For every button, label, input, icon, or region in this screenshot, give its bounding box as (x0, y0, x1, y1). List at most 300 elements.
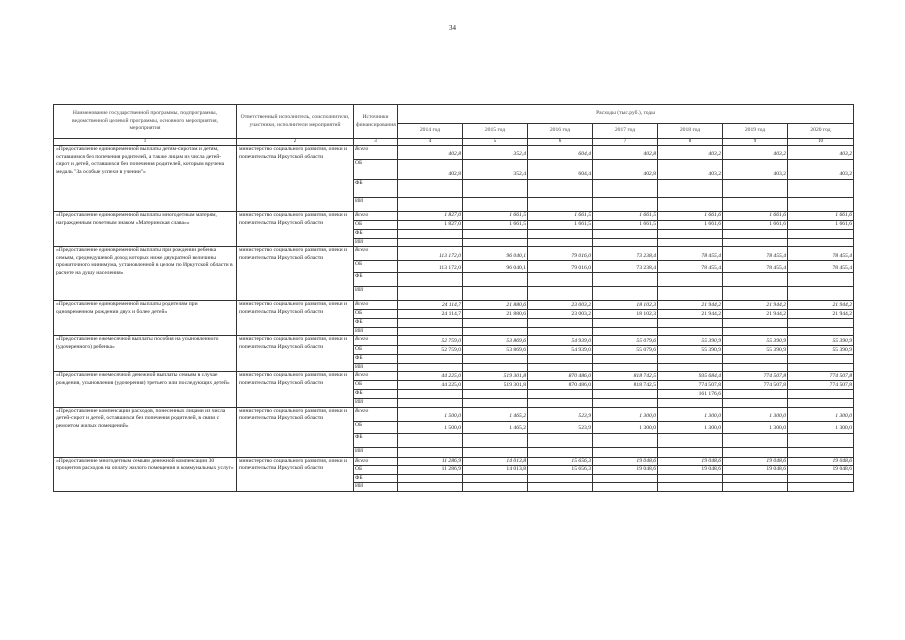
amount-cell (658, 273, 723, 287)
amount-cell: 1 661,6 (658, 212, 723, 221)
amount-cell: 78 455,4 (723, 261, 788, 273)
amount-cell: 1 500,0 (398, 407, 463, 421)
amount-cell: 19 048,6 (788, 457, 854, 466)
amount-cell (528, 319, 593, 328)
amount-cell (528, 180, 593, 198)
amount-cell (723, 180, 788, 198)
amount-cell (723, 319, 788, 328)
amount-cell (528, 390, 593, 399)
amount-cell: 1 300,0 (723, 421, 788, 433)
header-year: 2016 год (528, 124, 593, 139)
amount-cell (398, 390, 463, 399)
header-year: 2018 год (658, 124, 723, 139)
amount-cell: 1 300,0 (658, 407, 723, 421)
amount-cell: 11 286,9 (398, 466, 463, 475)
amount-cell: 402,8 (593, 160, 658, 180)
amount-cell: 113 172,0 (398, 247, 463, 261)
amount-cell: 73 238,4 (593, 247, 658, 261)
amount-cell (398, 287, 463, 301)
amount-cell: 519 301,8 (463, 381, 528, 390)
amount-cell (398, 198, 463, 212)
amount-cell: 604,4 (528, 146, 593, 160)
amount-cell: 403,2 (788, 160, 854, 180)
amount-cell (788, 238, 854, 247)
amount-cell: 1 500,0 (398, 421, 463, 433)
amount-cell: 73 238,4 (593, 261, 658, 273)
activity-executor: министерство социального развития, опеки и попечительства Иркутской области (237, 457, 354, 491)
amount-cell: 53 869,6 (463, 336, 528, 346)
amount-cell: 53 869,6 (463, 346, 528, 355)
amount-cell (593, 399, 658, 408)
amount-cell: 519 301,8 (463, 372, 528, 381)
activity-executor: министерство социального развития, опеки и попечительства Иркутской области (237, 407, 354, 457)
amount-cell: 523,9 (528, 421, 593, 433)
amount-cell (593, 198, 658, 212)
amount-cell (528, 230, 593, 239)
activity-name: «Предоставление многодетным семьям денежной компенсации 30 процентов расходов на оплату жилого помещения и коммунальных услуг» (54, 457, 237, 491)
amount-cell (723, 363, 788, 372)
amount-cell (398, 355, 463, 364)
amount-cell: 352,4 (463, 160, 528, 180)
table-row (54, 336, 854, 346)
amount-cell: 24 114,7 (398, 310, 463, 319)
funding-source: ОБ (354, 160, 398, 180)
amount-cell: 54 939,0 (528, 346, 593, 355)
amount-cell: 818 742,5 (593, 381, 658, 390)
amount-cell (593, 238, 658, 247)
amount-cell: 1 661,6 (723, 212, 788, 221)
amount-cell: 52 759,0 (398, 346, 463, 355)
amount-cell (463, 273, 528, 287)
amount-cell (398, 180, 463, 198)
amount-cell (658, 238, 723, 247)
amount-cell (723, 230, 788, 239)
amount-cell: 604,4 (528, 160, 593, 180)
header-year: 2015 год (463, 124, 528, 139)
funding-source: ОБ (354, 466, 398, 475)
activity-executor: министерство социального развития, опеки и попечительства Иркутской области (237, 212, 354, 247)
amount-cell (528, 355, 593, 364)
amount-cell: 1 661,6 (723, 221, 788, 230)
amount-cell: 14 013,8 (463, 457, 528, 466)
header-name: Наименование государственной программы, подпрограммы, ведомственной целевой программы, основного мероприятия, мероприятия (54, 105, 237, 139)
funding-source: ИИ (354, 447, 398, 457)
amount-cell (658, 399, 723, 408)
funding-source: Всего (354, 457, 398, 466)
amount-cell (723, 433, 788, 447)
funding-source: Всего (354, 212, 398, 221)
amount-cell (398, 483, 463, 492)
funding-source: ИИ (354, 483, 398, 492)
amount-cell (593, 273, 658, 287)
amount-cell: 54 939,0 (528, 336, 593, 346)
activity-name: «Предоставление единовременной выплаты многодетным матерям, награжденным почетным знаком «Материнская слава»» (54, 212, 237, 247)
amount-cell (658, 230, 723, 239)
amount-cell (463, 198, 528, 212)
funding-source: ФБ (354, 230, 398, 239)
amount-cell (788, 319, 854, 328)
amount-cell: 21 944,2 (723, 301, 788, 310)
amount-cell (528, 198, 593, 212)
amount-cell (593, 230, 658, 239)
amount-cell: 78 455,4 (658, 247, 723, 261)
amount-cell (723, 447, 788, 457)
column-index: 9 (723, 139, 788, 146)
activity-name: «Предоставление ежемесячной денежной выплаты семьям в случае рождения, усыновления (удочерения) третьего или последующих детей» (54, 372, 237, 408)
amount-cell: 23 003,2 (528, 310, 593, 319)
column-index: 1 (54, 139, 237, 146)
amount-cell: 18 102,3 (593, 301, 658, 310)
amount-cell (528, 447, 593, 457)
funding-source: ФБ (354, 319, 398, 328)
amount-cell: 1 300,0 (658, 421, 723, 433)
amount-cell: 403,2 (788, 146, 854, 160)
amount-cell: 1 661,6 (788, 212, 854, 221)
amount-cell (723, 399, 788, 408)
page-number: 34 (449, 24, 456, 32)
funding-source: ОБ (354, 346, 398, 355)
amount-cell (528, 238, 593, 247)
amount-cell (463, 447, 528, 457)
amount-cell (658, 319, 723, 328)
amount-cell: 774 507,8 (788, 372, 854, 381)
amount-cell: 403,2 (658, 160, 723, 180)
amount-cell: 774 507,8 (658, 381, 723, 390)
amount-cell: 79 016,0 (528, 261, 593, 273)
header-executor: Ответственный исполнитель, соисполнители, участники, исполнители мероприятий (237, 105, 354, 139)
amount-cell (788, 363, 854, 372)
funding-source: ИИ (354, 399, 398, 408)
header-year: 2017 год (593, 124, 658, 139)
amount-cell: 55 390,9 (788, 346, 854, 355)
amount-cell: 21 880,6 (463, 310, 528, 319)
activity-executor: министерство социального развития, опеки и попечительства Иркутской области (237, 301, 354, 336)
amount-cell (463, 327, 528, 336)
amount-cell (463, 474, 528, 483)
funding-source: ИИ (354, 238, 398, 247)
amount-cell (593, 483, 658, 492)
funding-source: ФБ (354, 390, 398, 399)
amount-cell (463, 180, 528, 198)
amount-cell (788, 273, 854, 287)
amount-cell (723, 198, 788, 212)
amount-cell (723, 273, 788, 287)
funding-source: ОБ (354, 421, 398, 433)
amount-cell (788, 327, 854, 336)
table-row (54, 301, 854, 310)
amount-cell: 113 172,0 (398, 261, 463, 273)
amount-cell: 774 507,8 (723, 372, 788, 381)
amount-cell (528, 474, 593, 483)
amount-cell: 403,2 (723, 160, 788, 180)
activity-executor: министерство социального развития, опеки и попечительства Иркутской области (237, 146, 354, 212)
table-row (54, 372, 854, 381)
amount-cell: 1 661,5 (463, 212, 528, 221)
amount-cell (723, 287, 788, 301)
amount-cell: 818 742,5 (593, 372, 658, 381)
amount-cell (723, 474, 788, 483)
amount-cell (398, 238, 463, 247)
amount-cell (593, 474, 658, 483)
amount-cell (463, 355, 528, 364)
amount-cell: 21 944,2 (788, 301, 854, 310)
funding-source: Всего (354, 372, 398, 381)
amount-cell: 78 455,4 (788, 261, 854, 273)
amount-cell: 1 661,6 (658, 221, 723, 230)
amount-cell (788, 230, 854, 239)
amount-cell: 18 102,3 (593, 310, 658, 319)
funding-source: ИИ (354, 287, 398, 301)
amount-cell: 55 390,9 (658, 336, 723, 346)
column-index: 3 (354, 139, 398, 146)
amount-cell (463, 483, 528, 492)
amount-cell: 1 661,5 (528, 221, 593, 230)
amount-cell (723, 483, 788, 492)
amount-cell: 402,8 (398, 160, 463, 180)
amount-cell (463, 287, 528, 301)
funding-source: ФБ (354, 474, 398, 483)
amount-cell: 21 944,2 (658, 310, 723, 319)
activity-name: «Предоставление единовременной выплаты при рождении ребенка семьям, среднедушевой доход которых ниже двукратной величины прожиточного минимума, установленной в целом по Иркутской области в расчете на душу населения» (54, 247, 237, 301)
amount-cell: 79 016,0 (528, 247, 593, 261)
amount-cell (593, 327, 658, 336)
amount-cell (788, 474, 854, 483)
column-index: 4 (398, 139, 463, 146)
funding-source: ОБ (354, 261, 398, 273)
funding-source: ИИ (354, 327, 398, 336)
amount-cell (658, 198, 723, 212)
activity-name: «Предоставление единовременной выплаты родителям при одновременном рождении двух и более детей» (54, 301, 237, 336)
column-index: 8 (658, 139, 723, 146)
amount-cell (723, 390, 788, 399)
amount-cell: 21 944,2 (788, 310, 854, 319)
table-row (54, 146, 854, 160)
amount-cell (658, 483, 723, 492)
amount-cell (398, 319, 463, 328)
header-year: 2019 год (723, 124, 788, 139)
amount-cell (463, 230, 528, 239)
amount-cell: 14 013,8 (463, 466, 528, 475)
amount-cell: 21 880,6 (463, 301, 528, 310)
amount-cell (658, 433, 723, 447)
amount-cell (658, 180, 723, 198)
amount-cell (528, 273, 593, 287)
table-row (54, 457, 854, 466)
amount-cell: 44 225,0 (398, 372, 463, 381)
amount-cell (528, 433, 593, 447)
amount-cell: 352,4 (463, 146, 528, 160)
amount-cell: 523,9 (528, 407, 593, 421)
amount-cell (593, 433, 658, 447)
amount-cell (398, 474, 463, 483)
header-expenses: Расходы (тыс.руб.), годы (398, 105, 854, 124)
amount-cell (593, 319, 658, 328)
amount-cell (593, 287, 658, 301)
amount-cell (528, 287, 593, 301)
amount-cell (723, 327, 788, 336)
amount-cell: 78 455,4 (658, 261, 723, 273)
amount-cell: 1 661,6 (788, 221, 854, 230)
amount-cell: 1 300,0 (788, 421, 854, 433)
column-index: 6 (528, 139, 593, 146)
amount-cell (788, 399, 854, 408)
amount-cell: 96 040,1 (463, 261, 528, 273)
amount-cell: 19 048,6 (723, 466, 788, 475)
header-source: Источники финансирования (354, 105, 398, 139)
amount-cell (528, 483, 593, 492)
table-body (54, 146, 854, 492)
amount-cell (463, 433, 528, 447)
column-index: 2 (237, 139, 354, 146)
amount-cell: 19 048,6 (788, 466, 854, 475)
amount-cell (463, 363, 528, 372)
amount-cell: 19 048,6 (723, 457, 788, 466)
column-index: 5 (463, 139, 528, 146)
amount-cell: 78 455,4 (788, 247, 854, 261)
amount-cell: 15 656,3 (528, 466, 593, 475)
amount-cell: 774 507,8 (788, 381, 854, 390)
amount-cell: 1 661,5 (593, 212, 658, 221)
column-index: 7 (593, 139, 658, 146)
amount-cell: 19 048,6 (658, 466, 723, 475)
amount-cell: 55 079,6 (593, 346, 658, 355)
amount-cell (723, 238, 788, 247)
funding-source: ОБ (354, 381, 398, 390)
amount-cell: 55 390,9 (788, 336, 854, 346)
amount-cell (398, 273, 463, 287)
amount-cell (528, 399, 593, 408)
amount-cell (658, 447, 723, 457)
amount-cell: 1 661,5 (463, 221, 528, 230)
activity-name: «Предоставление единовременной выплаты детям-сиротам и детям, оставшимся без попечения родителей, а также лицам из числа детей-сирот и детей, оставшихся без попечения родителей, которым вручена медаль "За особые успехи в учении"» (54, 146, 237, 212)
amount-cell: 19 048,6 (658, 457, 723, 466)
table-header (54, 105, 854, 146)
amount-cell (658, 363, 723, 372)
amount-cell: 55 390,9 (723, 336, 788, 346)
amount-cell: 1 300,0 (723, 407, 788, 421)
amount-cell: 1 827,0 (398, 212, 463, 221)
amount-cell (528, 327, 593, 336)
amount-cell: 1 300,0 (593, 407, 658, 421)
header-year: 2020 год (788, 124, 854, 139)
amount-cell (528, 363, 593, 372)
amount-cell (593, 447, 658, 457)
funding-source: ФБ (354, 355, 398, 364)
amount-cell: 402,8 (398, 146, 463, 160)
amount-cell (788, 198, 854, 212)
funding-source: ФБ (354, 180, 398, 198)
amount-cell: 23 003,2 (528, 301, 593, 310)
amount-cell (788, 287, 854, 301)
amount-cell (788, 447, 854, 457)
amount-cell: 774 507,8 (723, 381, 788, 390)
amount-cell: 1 661,5 (593, 221, 658, 230)
funding-source: ОБ (354, 221, 398, 230)
funding-source: Всего (354, 336, 398, 346)
amount-cell (398, 327, 463, 336)
amount-cell (463, 238, 528, 247)
amount-cell (788, 483, 854, 492)
amount-cell (658, 474, 723, 483)
funding-source: Всего (354, 247, 398, 261)
funding-source: ФБ (354, 273, 398, 287)
funding-source: ФБ (354, 433, 398, 447)
table-row (54, 212, 854, 221)
amount-cell (658, 355, 723, 364)
amount-cell (723, 355, 788, 364)
amount-cell (398, 447, 463, 457)
amount-cell: 403,2 (723, 146, 788, 160)
amount-cell (658, 287, 723, 301)
amount-cell: 1 300,0 (788, 407, 854, 421)
amount-cell: 55 390,9 (658, 346, 723, 355)
amount-cell: 1 465,2 (463, 421, 528, 433)
funding-source: Всего (354, 146, 398, 160)
amount-cell: 1 661,5 (528, 212, 593, 221)
funding-source: ИИ (354, 363, 398, 372)
amount-cell (788, 180, 854, 198)
amount-cell (593, 180, 658, 198)
amount-cell (658, 327, 723, 336)
amount-cell: 55 390,9 (723, 346, 788, 355)
amount-cell: 402,8 (593, 146, 658, 160)
amount-cell (463, 390, 528, 399)
funding-source: ИИ (354, 198, 398, 212)
amount-cell: 78 455,4 (723, 247, 788, 261)
funding-source: Всего (354, 301, 398, 310)
amount-cell (593, 363, 658, 372)
amount-cell: 15 656,3 (528, 457, 593, 466)
amount-cell: 1 827,0 (398, 221, 463, 230)
amount-cell: 19 048,6 (593, 457, 658, 466)
table-row (54, 407, 854, 421)
activity-executor: министерство социального развития, опеки и попечительства Иркутской области (237, 372, 354, 408)
amount-cell: 96 040,1 (463, 247, 528, 261)
amount-cell (593, 390, 658, 399)
amount-cell: 44 225,0 (398, 381, 463, 390)
amount-cell (788, 433, 854, 447)
amount-cell: 870 486,0 (528, 381, 593, 390)
amount-cell (463, 399, 528, 408)
table-row (54, 247, 854, 261)
amount-cell: 19 048,6 (593, 466, 658, 475)
amount-cell: 935 684,4 (658, 372, 723, 381)
header-year: 2014 год (398, 124, 463, 139)
amount-cell: 1 465,2 (463, 407, 528, 421)
amount-cell: 870 486,0 (528, 372, 593, 381)
activity-executor: министерство социального развития, опеки и попечительства Иркутской области (237, 336, 354, 372)
amount-cell: 21 944,2 (658, 301, 723, 310)
funding-source: Всего (354, 407, 398, 421)
amount-cell (788, 390, 854, 399)
amount-cell (398, 399, 463, 408)
amount-cell (463, 319, 528, 328)
column-index: 10 (788, 139, 854, 146)
activity-name: «Предоставление компенсации расходов, понесенных лицами из числа детей-сирот и детей, оставшихся без попечения родителей, в связи с ремонтом жилых помещений» (54, 407, 237, 457)
activity-executor: министерство социального развития, опеки и попечительства Иркутской области (237, 247, 354, 301)
amount-cell (593, 355, 658, 364)
amount-cell: 1 300,0 (593, 421, 658, 433)
amount-cell (398, 230, 463, 239)
activity-name: «Предоставление ежемесячной выплаты пособия на усыновленного (удочеренного) ребенка» (54, 336, 237, 372)
funding-source: ОБ (354, 310, 398, 319)
amount-cell: 52 759,0 (398, 336, 463, 346)
amount-cell (788, 355, 854, 364)
amount-cell: 24 114,7 (398, 301, 463, 310)
amount-cell: 161 176,6 (658, 390, 723, 399)
amount-cell: 21 944,2 (723, 310, 788, 319)
amount-cell: 55 079,6 (593, 336, 658, 346)
